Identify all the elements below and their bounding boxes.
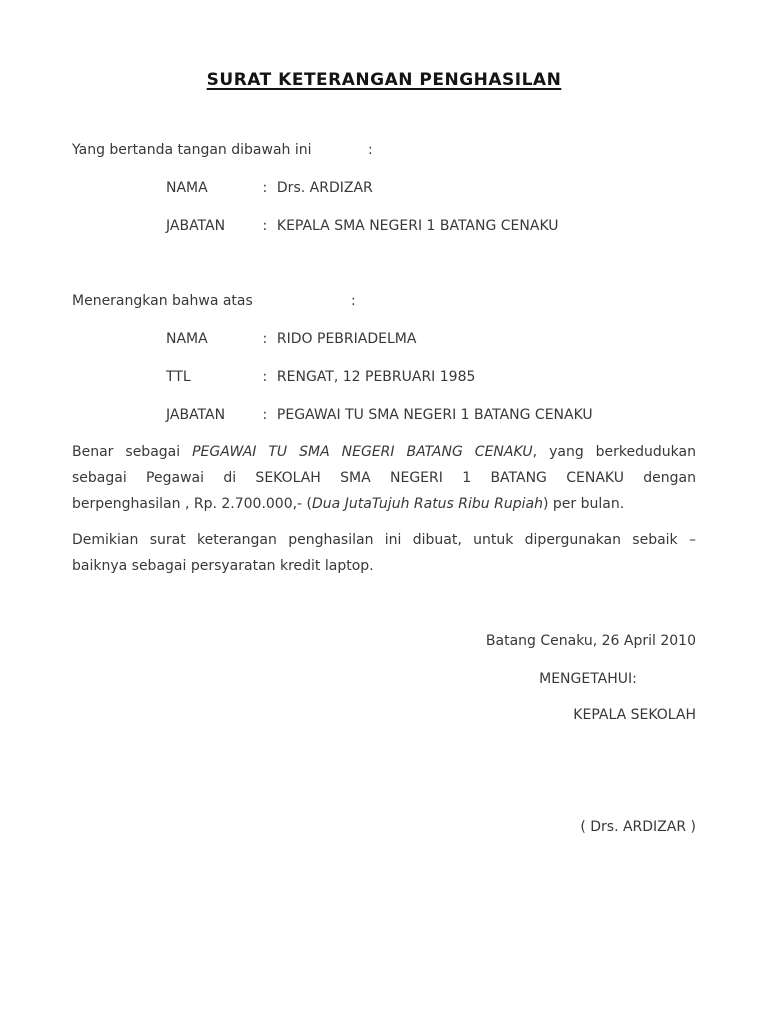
intro-line-signer	[72, 137, 696, 163]
field-label: JABATAN	[166, 407, 226, 423]
closing-signatory-name-text: ( Drs. ARDIZAR )	[580, 819, 696, 835]
field-separator: :	[262, 407, 268, 423]
intro-subject-colon: :	[351, 293, 356, 309]
closing-position-title	[480, 702, 696, 728]
paragraph-line	[72, 527, 696, 553]
intro-signer-text: Yang bertanda tangan dibawah ini	[72, 142, 312, 158]
paragraph-line	[72, 465, 696, 491]
text-run: ) per bulan.	[542, 496, 625, 512]
italic-text-run: Dua JutaTujuh Ratus Ribu Rupiah	[312, 496, 543, 512]
field-row-signer-jabatan	[166, 213, 559, 239]
closing-acknowledgement	[480, 666, 696, 692]
field-label: NAMA	[166, 180, 208, 196]
paragraph-line	[72, 553, 696, 579]
field-label: JABATAN	[166, 218, 226, 234]
paragraph-line	[72, 491, 696, 517]
field-value: RENGAT, 12 PEBRUARI 1985	[276, 369, 476, 385]
field-value: Drs. ARDIZAR	[276, 180, 373, 196]
field-separator: :	[262, 331, 268, 347]
closing-place-date	[480, 628, 696, 654]
closing-position-title-text: KEPALA SEKOLAH	[573, 707, 696, 723]
intro-signer-colon: :	[368, 142, 373, 158]
body-paragraph-purpose	[72, 527, 696, 579]
field-value: PEGAWAI TU SMA NEGERI 1 BATANG CENAKU	[276, 407, 593, 423]
paragraph-line	[72, 439, 696, 465]
field-row-employee-jabatan	[166, 402, 593, 428]
document-title: SURAT KETERANGAN PENGHASILAN	[206, 70, 562, 90]
field-label: NAMA	[166, 331, 208, 347]
field-row-employee-ttl	[166, 364, 475, 390]
italic-text-run: PEGAWAI TU SMA NEGERI BATANG CENAKU	[192, 444, 533, 460]
closing-acknowledgement-text: MENGETAHUI:	[539, 671, 637, 687]
text-run: baiknya sebagai persyaratan kredit laptop.	[72, 558, 374, 574]
field-row-signer-nama	[166, 175, 373, 201]
field-separator: :	[262, 218, 268, 234]
field-label: TTL	[166, 369, 191, 385]
intro-subject-text: Menerangkan bahwa atas	[72, 293, 253, 309]
text-run: sebagai Pegawai di SEKOLAH SMA NEGERI 1 BATANG CENAKU dengan	[72, 470, 696, 486]
text-run: Benar sebagai	[72, 444, 193, 460]
closing-signatory-name	[480, 814, 696, 840]
intro-line-subject	[72, 288, 696, 314]
text-run: , yang berkedudukan	[532, 444, 696, 460]
field-row-employee-nama	[166, 326, 416, 352]
field-separator: :	[262, 180, 268, 196]
field-value: RIDO PEBRIADELMA	[276, 331, 417, 347]
field-value: KEPALA SMA NEGERI 1 BATANG CENAKU	[276, 218, 559, 234]
closing-place-date-text: Batang Cenaku, 26 April 2010	[485, 633, 696, 649]
document-title-row	[0, 67, 768, 94]
field-separator: :	[262, 369, 268, 385]
text-run: berpenghasilan , Rp. 2.700.000,- (	[72, 496, 313, 512]
body-paragraph-income	[72, 439, 696, 517]
text-run: Demikian surat keterangan penghasilan ini dibuat, untuk dipergunakan sebaik –	[72, 532, 696, 548]
